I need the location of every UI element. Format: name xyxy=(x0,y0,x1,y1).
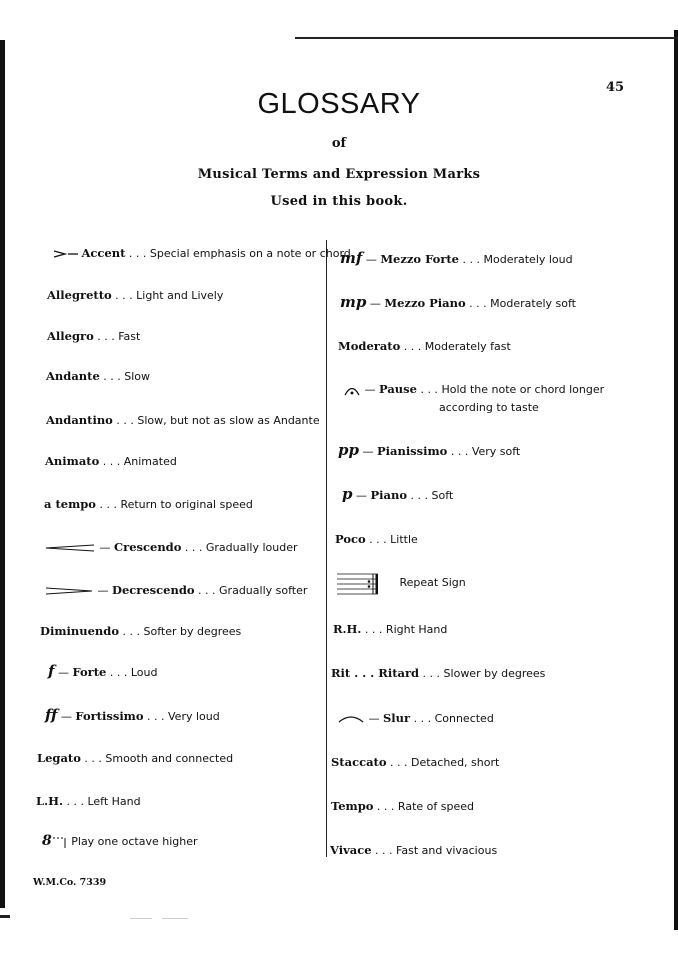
glossary-entry-crescendo: — Crescendo . . . Gradually louder xyxy=(44,540,298,555)
glossary-entry-pause-continued: according to taste xyxy=(439,401,539,414)
glossary-entry-tempo: Tempo . . . Rate of speed xyxy=(331,799,474,813)
glossary-entry-left-hand: L.H. . . . Left Hand xyxy=(36,794,141,808)
glossary-entry-andante: Andante . . . Slow xyxy=(46,369,151,383)
octave-symbol: 8 xyxy=(42,833,52,849)
octave-bracket-icon xyxy=(52,835,68,849)
glossary-entry-allegro: Allegro . . . Fast xyxy=(47,329,141,343)
glossary-entry-forte: f — Forte . . . Loud xyxy=(48,662,158,680)
glossary-entry-vivace: Vivace . . . Fast and vivacious xyxy=(330,843,498,857)
glossary-entry-diminuendo: Diminuendo . . . Softer by degrees xyxy=(40,624,242,638)
repeat-sign-icon xyxy=(336,568,382,598)
glossary-entry-octave xyxy=(42,834,198,849)
title-of: of xyxy=(331,136,347,151)
definition: Play one octave higher xyxy=(71,835,198,848)
glossary-entry-andantino: Andantino . . . Slow, but not as slow as Andante xyxy=(46,413,320,427)
glossary-entry-allegretto: Allegretto . . . Light and Lively xyxy=(47,288,224,302)
glossary-entry-accent: Accent . . . Special emphasis on a note or chord xyxy=(52,246,351,261)
glossary-entry-right-hand: R.H. . . . Right Hand xyxy=(333,622,448,636)
glossary-entry-moderato: Moderato . . . Moderately fast xyxy=(338,339,511,353)
piano-symbol: p xyxy=(342,485,353,503)
decrescendo-icon xyxy=(44,586,94,596)
page-number: 45 xyxy=(606,80,625,95)
glossary-entry-legato: Legato . . . Smooth and connected xyxy=(37,751,234,765)
page-subtitle: Musical Terms and Expression Marks xyxy=(197,167,481,182)
mezzo-forte-symbol: mf xyxy=(340,249,363,267)
page-title: GLOSSARY xyxy=(257,88,421,120)
term: Accent xyxy=(81,246,126,260)
glossary-entry-staccato: Staccato . . . Detached, short xyxy=(331,755,500,769)
scan-edge-right xyxy=(674,30,678,930)
top-rule xyxy=(295,37,678,39)
definition: Special emphasis on a note or chord xyxy=(149,247,351,260)
page-note: Used in this book. xyxy=(270,194,408,209)
pianissimo-symbol: pp xyxy=(338,441,359,459)
slur-icon xyxy=(337,714,365,724)
glossary-entry-mezzo-piano: mp — Mezzo Piano . . . Moderately soft xyxy=(340,293,576,311)
glossary-entry-poco: Poco . . . Little xyxy=(335,532,418,546)
glossary-entry-pianissimo: pp — Pianissimo . . . Very soft xyxy=(338,441,521,459)
glossary-entry-ritard: Rit . . . Ritard . . . Slower by degrees xyxy=(331,666,546,680)
accent-icon xyxy=(52,249,78,259)
glossary-entry-fortissimo: ff — Fortissimo . . . Very loud xyxy=(45,706,220,724)
crescendo-icon xyxy=(44,543,96,553)
mezzo-piano-symbol: mp xyxy=(340,293,367,311)
glossary-entry-pause: — Pause . . . Hold the note or chord longer xyxy=(343,382,604,397)
glossary-entry-repeat-sign: Repeat Sign xyxy=(336,568,466,598)
scan-artifact xyxy=(130,918,152,919)
scan-artifact xyxy=(162,918,188,919)
glossary-entry-a-tempo: a tempo . . . Return to original speed xyxy=(44,497,253,511)
scan-mark xyxy=(0,915,10,918)
fortissimo-symbol: ff xyxy=(45,706,58,724)
column-divider xyxy=(326,240,327,857)
glossary-entry-slur: — Slur . . . Connected xyxy=(337,711,494,726)
forte-symbol: f xyxy=(48,662,55,680)
glossary-entry-animato: Animato . . . Animated xyxy=(45,454,177,468)
glossary-entry-mezzo-forte: mf — Mezzo Forte . . . Moderately loud xyxy=(340,249,573,267)
publisher-code: W.M.Co. 7339 xyxy=(33,877,107,888)
glossary-entry-decrescendo: — Decrescendo . . . Gradually softer xyxy=(44,583,307,598)
glossary-entry-piano: p — Piano . . . Soft xyxy=(342,485,454,503)
fermata-icon xyxy=(343,384,361,396)
